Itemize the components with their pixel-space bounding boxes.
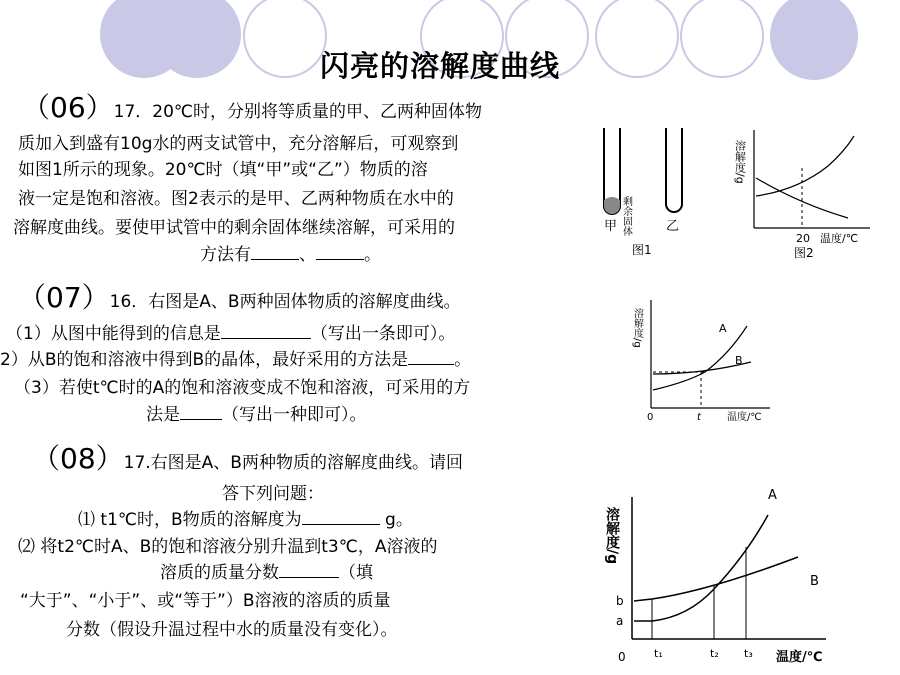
q08-line-6: “大于”、“小于”、或“等于”）B溶液的溶质的质量 <box>20 591 391 611</box>
q07-line-2: （1）从图中能得到的信息是 （写出一条即可）。 <box>6 324 456 344</box>
q08-origin: 0 <box>618 650 626 664</box>
q07-line-4: （3）若使t℃时的A的饱和溶液变成不饱和溶液，可采用的方 <box>14 378 471 398</box>
q08-year: （08） <box>32 442 124 475</box>
q07-label-B: B <box>735 354 743 367</box>
q07-line-5: 法是 （写出一种即可）。 <box>146 405 367 425</box>
curve-A <box>634 515 768 621</box>
q08-tick-t3: t₃ <box>744 647 753 660</box>
q08-solubility-graph <box>604 485 830 671</box>
answer-blank[interactable] <box>279 563 339 578</box>
q08-tick-a: a <box>616 614 624 628</box>
q08-tick-t2: t₂ <box>710 647 719 660</box>
q07-line-3: 2）从B的饱和溶液中得到B的晶体，最好采用的方法是 。 <box>0 350 472 370</box>
deco-circle-2 <box>153 0 241 78</box>
q07-year: （07） <box>18 281 110 314</box>
q07-ylabel: 溶解度/g <box>631 308 643 348</box>
q07-label-A: A <box>719 322 727 335</box>
page-title: 闪亮的溶解度曲线 <box>320 49 561 83</box>
q07-solubility-graph <box>625 292 775 431</box>
deco-circle-8 <box>770 0 858 80</box>
q08-line-3: ⑴ t1℃时，B物质的溶解度为 g。 <box>78 510 413 530</box>
q08-line-2: 答下列问题： <box>222 484 324 504</box>
q08-tick-b: b <box>616 594 624 608</box>
q06-line-1: （06）17．20℃时，分别将等质量的甲、乙两种固体物 <box>22 91 482 124</box>
answer-blank[interactable] <box>251 245 299 260</box>
solid-residue <box>604 197 620 214</box>
deco-circle-7 <box>680 0 764 78</box>
deco-circle-3 <box>243 0 327 78</box>
figure-1-test-tubes <box>598 122 710 266</box>
q08-line-4: ⑵ 将t2℃时A、B的饱和溶液分别升温到t3℃，A溶液的 <box>18 537 438 557</box>
deco-circle-6 <box>595 0 679 78</box>
q08-line-1: （08）17.右图是A、B两种物质的溶解度曲线。请回 <box>32 442 463 475</box>
q06-line-5: 溶解度曲线。要使甲试管中的剩余固体继续溶解，可采用的 <box>13 218 455 238</box>
answer-blank[interactable] <box>316 245 364 260</box>
tube-label-jia: 甲 <box>604 219 618 234</box>
fig2-xtick: 20 <box>796 232 810 245</box>
q06-year: （06） <box>22 91 114 124</box>
q08-xlabel: 温度/℃ <box>776 650 823 665</box>
q08-line-5: 溶质的质量分数 （填 <box>160 563 373 583</box>
figure-2-caption: 图2 <box>794 246 814 260</box>
q07-xlabel: 温度/℃ <box>727 412 762 423</box>
figure-1-caption: 图1 <box>632 243 652 257</box>
q06-line-2: 质加入到盛有10g水的两支试管中，充分溶解后，可观察到 <box>18 134 459 154</box>
answer-blank[interactable] <box>408 350 454 365</box>
curve-jia <box>756 136 854 196</box>
q08-label-B: B <box>810 574 819 589</box>
curve-B <box>634 557 798 601</box>
q07-tick-t: t <box>697 412 701 423</box>
residue-label: 剩余固体 <box>620 196 632 236</box>
fig2-xlabel: 温度/℃ <box>820 232 859 245</box>
answer-blank[interactable] <box>221 324 311 339</box>
fig2-ylabel: 溶解度/g <box>733 140 747 184</box>
q08-label-A: A <box>768 488 777 503</box>
curve-A <box>653 326 747 390</box>
answer-blank[interactable] <box>180 405 222 420</box>
q06-line-4: 液一定是饱和溶液。图2表示的是甲、乙两种物质在水中的 <box>18 189 454 209</box>
q06-line-6: 方法有 、 。 <box>200 245 381 265</box>
answer-blank[interactable] <box>302 510 380 525</box>
q08-line-7: 分数（假设升温过程中水的质量没有变化）。 <box>66 620 398 640</box>
q08-tick-t1: t₁ <box>654 647 663 660</box>
q07-line-1: （07）16．右图是A、B两种固体物质的溶解度曲线。 <box>18 281 461 314</box>
q06-line-3: 如图1所示的现象。20℃时（填“甲”或“乙”）物质的溶 <box>18 160 428 180</box>
tube-label-yi: 乙 <box>666 219 680 234</box>
figure-2-graph <box>720 118 880 267</box>
q07-origin: 0 <box>647 412 654 423</box>
q08-ylabel: 溶解度/g <box>604 507 620 565</box>
test-tube-yi <box>666 128 682 212</box>
